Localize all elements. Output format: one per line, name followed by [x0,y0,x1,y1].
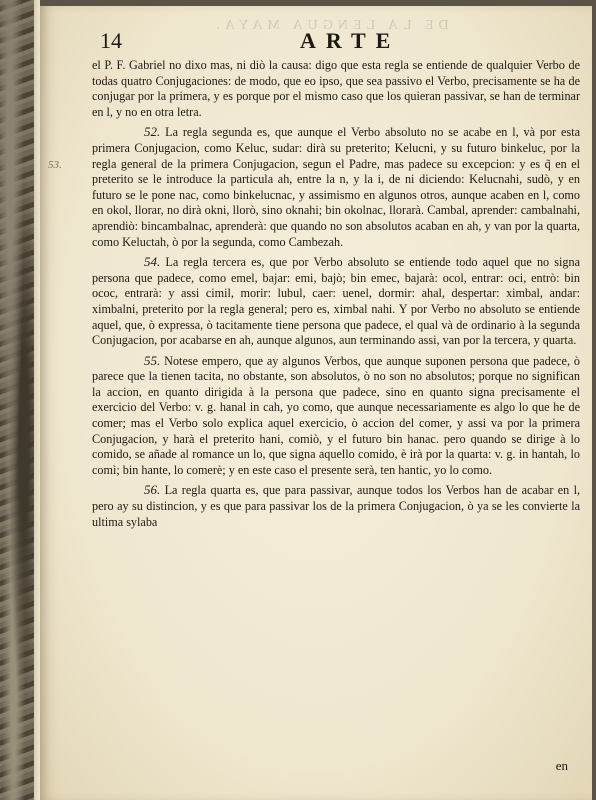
paragraph-text: La regla tercera es, que por Verbo absoluto se entiende todo aquel que no signa persona que padece, como emel, bajar: emi, bajò; bin emec, bajarà: ocol, entrar: oci, entrò: bin ococ, entrarà: y assi cimil, morir: lubul, caer: uenel, dormir: ahal, despertar: ximbal, andar: ximbalni, preterito por la regla general; pero es, ximbal nahi. Y por Verbo no absoluto se entiende aquel, que, ò expressa, ò tacitamente tiene persona que padece, el qual và de ordinario à la segunda Conjugacion, por acabarse en ah, aunque algunos, aun terminando assi, van por la tercera, y quarta. [92,255,581,348]
running-head: ARTE [300,28,401,53]
paragraph-number: 54. [144,254,161,270]
book-page [40,6,592,800]
catchword: en [555,758,568,773]
margin-note: 53. [48,159,62,171]
paragraph-number: 52. [144,124,161,140]
paragraph-number: 56. [144,482,161,498]
paragraph-text: La regla quarta es, que para passivar, aunque todos los Verbos han de acabar en l, pero ay su distincion, y es que para passivar los de la primera Conjugacion, ò ya se les convierte la ultima sylaba [92,483,580,529]
marbled-cover [0,0,34,800]
bleed-through-text: DE LA LENGUA MAYA. [211,18,449,33]
paragraph-56 [92,482,580,530]
page-number: 14 [100,28,122,53]
paragraph-text: La regla segunda es, que aunque el Verbo absoluto no se acabe en l, và por esta primera Conjugacion, como Keluc, sudar: dirà su preterito; Kelucni, y su futuro binkeluc, por la regla general de la primera Conjugacion, segun el Padre, mas padece su excepcion: y es q̃ en el preterito se le introduce la particula ah, entre la n, y la i, de ni diciendo: Kelucnahi, sudò, y en futuro se le pone nac, como binkelucnac, y assimismo en algunos otros, aunque acaben en l, como en okol, llorar, no dirà okni, llorò, sino oknahi; bin okolnac, llorarà. Cambal, aprender: cambalnahi, aprendiò: bincambalnac, aprenderà: que quando no son absolutos acaban en ah, y van por la quarta, como Keluctah, ò por la segunda, como Cambezah. [92,125,581,249]
paragraph-54 [92,254,580,349]
paragraph-continued: el P. F. Gabriel no dixo mas, ni diò la causa: digo que esta regla se entiende de qualquier Verbo de todas quatro Conjugaciones: de modo, que eo ipso, que sea passivo el Verbo, precisamente se ha de conjugar por la primera, y es porque por el mismo caso que los quieran passivar, se han de terminar en l, y no en otra letra. [92,58,580,119]
paragraph-text: Notese empero, que ay algunos Verbos, que aunque suponen persona que padece, ò parece que la tienen tacita, no obstante, son absolutos, ò no son no absolutos; porque no significan la accion, en quanto dirigida à la persona que padece, sino en quanto signa precisamente el exercicio del Verbo: v. g. hanal in cah, yo como, que aunque necessariamente es algo lo que he de comer; mas el Verbo solo explica aquel exercicio, ò accion del comer, y assi va por la primera Conjugacion, y harà el preterito hani, comiò, y el futuro bin hanac. pero quando se dirige à lo comido, se añade al romance un lo, que signa aquello comido, è irà por la quarta: v. g. in hantah, lo comì; bin hante, lo comerè; y en este caso el presente serà, ten hantic, yo lo como. [92,353,580,477]
paragraph-52 [92,124,580,250]
page-header [100,28,570,58]
paragraph-number: 55. [144,352,161,368]
paragraph-55 [92,353,580,479]
body-text [92,58,580,530]
